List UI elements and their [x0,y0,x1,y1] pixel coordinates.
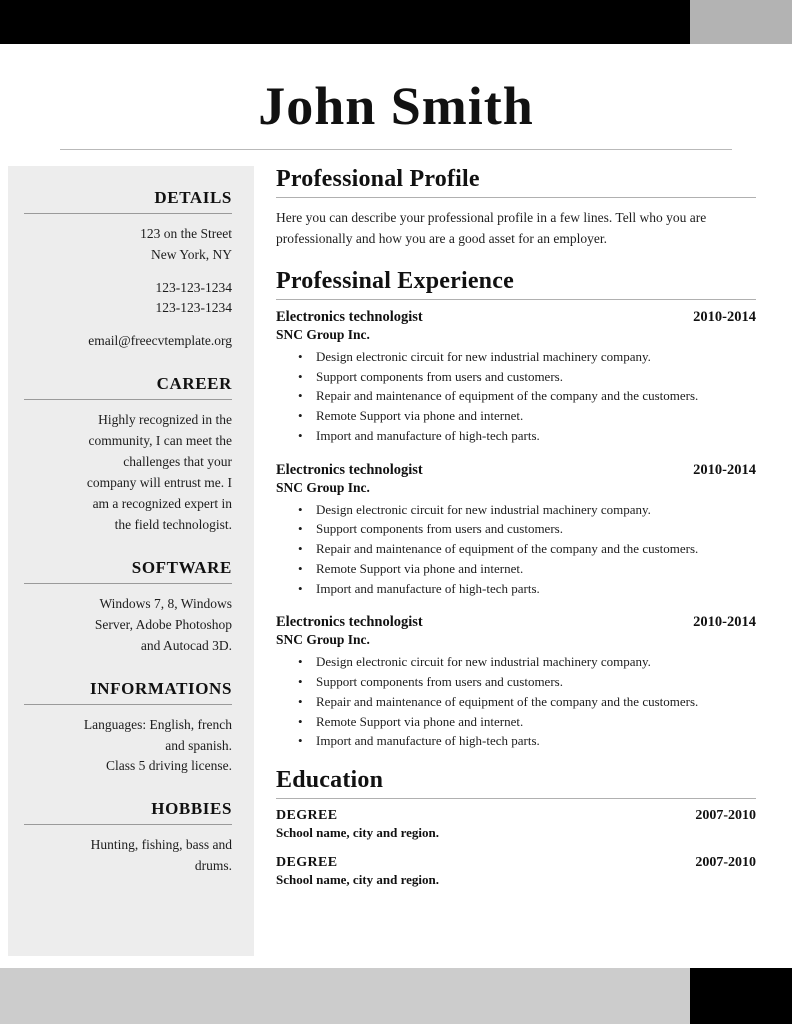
software-text [24,594,232,657]
sidebar-section-career [24,374,232,536]
experience-job-dates: 2010-2014 [693,461,756,478]
education-header [276,808,756,824]
content-columns [8,166,784,956]
list-item: • Design electronic circuit for new industrial machinery company. [316,652,756,672]
sidebar-divider-details [24,213,232,214]
list-item: • Support components from users and customers. [316,519,756,539]
career-text [24,410,232,536]
sidebar-divider-software [24,583,232,584]
bottom-black-band [690,968,792,1024]
list-item: • Support components from users and customers. [316,367,756,387]
details-phones [24,278,232,320]
details-phone-1: 123-123-1234 [155,279,232,295]
list-item: • Design electronic circuit for new industrial machinery company. [316,347,756,367]
career-line: am a recognized expert in [92,495,232,511]
details-street: 123 on the Street [140,225,232,241]
section-divider-education [276,798,756,799]
top-black-band [0,0,690,44]
experience-job-dates: 2010-2014 [693,308,756,325]
section-title-education: Education [276,767,384,794]
hobbies-line: Hunting, fishing, bass and [90,837,232,853]
experience-job-title: Electronics technologist [276,308,423,325]
experience-company: SNC Group Inc. [276,326,370,342]
sidebar-heading-informations: INFORMATIONS [90,678,232,698]
experience-bullets [276,347,756,446]
list-item: • Remote Support via phone and internet. [316,712,756,732]
education-school: School name, city and region. [276,872,439,888]
list-item: • Repair and maintenance of equipment of the company and the customers. [316,386,756,406]
sidebar-heading-career: CAREER [156,374,232,394]
list-item: • Design electronic circuit for new industrial machinery company. [316,500,756,520]
sidebar-section-details [24,188,232,353]
list-item: • Import and manufacture of high-tech parts. [316,579,756,599]
education-school: School name, city and region. [276,825,439,841]
experience-company: SNC Group Inc. [276,632,370,648]
list-item: • Remote Support via phone and internet. [316,406,756,426]
spacer [24,352,232,374]
education-header [276,855,756,871]
list-item: • Repair and maintenance of equipment of the company and the customers. [316,692,756,712]
left-white-edge [0,44,8,968]
experience-header [276,309,756,326]
name-header [8,44,784,150]
hobbies-text [24,835,232,877]
spacer [24,777,232,799]
education-degree: DEGREE [276,808,338,824]
education-dates: 2007-2010 [695,808,756,824]
list-item: • Repair and maintenance of equipment of the company and the customers. [316,539,756,559]
header-divider [60,149,732,150]
experience-job-title: Electronics technologist [276,614,423,631]
spacer [24,657,232,679]
software-line: Windows 7, 8, Windows [99,595,232,611]
list-item: • Import and manufacture of high-tech parts. [316,426,756,446]
experience-entry [276,614,756,751]
sidebar-section-hobbies [24,799,232,877]
page-title: John Smith [258,76,534,136]
sidebar-section-software [24,558,232,657]
experience-header [276,614,756,631]
career-line: the field technologist. [114,516,232,532]
details-address [24,224,232,266]
details-city: New York, NY [150,246,232,262]
spacer [24,536,232,558]
sidebar-section-informations [24,679,232,778]
sidebar-heading-details: DETAILS [154,187,232,207]
informations-text [24,715,232,778]
experience-entry [276,309,756,446]
section-title-profile: Professional Profile [276,165,480,192]
experience-company: SNC Group Inc. [276,479,370,495]
sidebar [8,166,254,956]
sidebar-divider-hobbies [24,824,232,825]
list-item: • Import and manufacture of high-tech parts. [316,731,756,751]
sidebar-heading-software: SOFTWARE [131,557,232,577]
main-content [254,166,784,956]
list-item: • Support components from users and customers. [316,672,756,692]
spacer [24,319,232,331]
section-divider-profile [276,197,756,198]
experience-job-title: Electronics technologist [276,461,423,478]
software-line: Server, Adobe Photoshop [94,616,232,632]
section-divider-experience [276,299,756,300]
sidebar-divider-career [24,399,232,400]
experience-entry [276,462,756,599]
details-phone-2: 123-123-1234 [155,300,232,316]
informations-line: Languages: English, french [83,716,232,732]
hobbies-line: drums. [194,858,232,874]
list-item: • Remote Support via phone and internet. [316,559,756,579]
experience-bullets [276,500,756,599]
sidebar-heading-hobbies: HOBBIES [151,799,232,819]
spacer [24,266,232,278]
section-title-experience: Professinal Experience [276,267,514,294]
career-line: company will entrust me. I [86,475,232,491]
profile-text: Here you can describe your professional profile in a few lines. Tell who you are professionally and how you are a good asset for an employer. [276,209,707,247]
career-line: challenges that your [123,454,232,470]
experience-header [276,462,756,479]
education-entry [276,855,756,888]
informations-line: Class 5 driving license. [106,758,232,774]
education-degree: DEGREE [276,855,338,871]
career-line: Highly recognized in the [98,412,232,428]
experience-job-dates: 2010-2014 [693,614,756,631]
top-gray-band [690,0,792,44]
details-email[interactable]: email@freecvtemplate.org [88,333,232,349]
resume-document [8,44,784,968]
software-line: and Autocad 3D. [140,637,232,653]
education-entry [276,808,756,841]
sidebar-divider-informations [24,704,232,705]
bottom-gray-band [0,968,690,1024]
experience-bullets [276,652,756,751]
career-line: community, I can meet the [88,433,232,449]
education-dates: 2007-2010 [695,855,756,871]
informations-line: and spanish. [165,737,232,753]
